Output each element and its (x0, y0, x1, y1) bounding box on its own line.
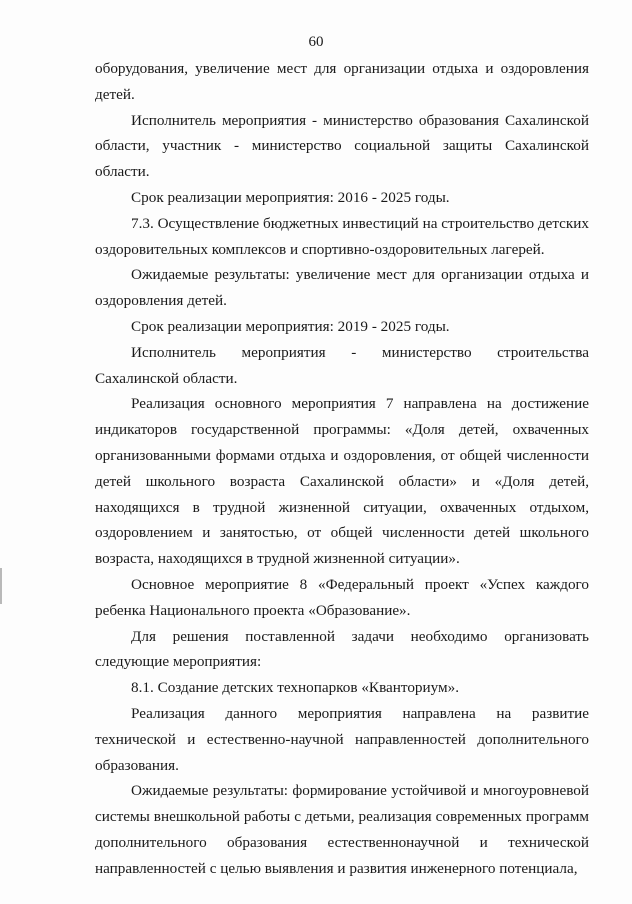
body-text (95, 56, 589, 882)
page-number: 60 (308, 34, 324, 50)
paragraph-11: 8.1. Создание детских технопарков «Кванториум». (131, 679, 460, 697)
paragraph-2: Исполнитель мероприятия - министерство образования Сахалинской области, участник - министерство социальной защиты Сахалинской области. (95, 111, 589, 181)
paragraph-3: Срок реализации мероприятия: 2016 - 2025 годы. (131, 188, 450, 206)
paragraph-1: оборудования, увеличение мест для организации отдыха и оздоровления детей. (95, 60, 589, 103)
paragraph-7: Исполнитель мероприятия - министерство строительства Сахалинской области. (95, 343, 589, 387)
paragraph-5: Ожидаемые результаты: увеличение мест для организации отдыха и оздоровления детей. (95, 266, 589, 310)
paragraph-10: Для решения поставленной задачи необходимо организовать следующие мероприятия: (95, 627, 589, 671)
scan-edge-mark (0, 568, 2, 604)
paragraph-6: Срок реализации мероприятия: 2019 - 2025 годы. (131, 317, 450, 335)
paragraph-9: Основное мероприятие 8 «Федеральный проект «Успех каждого ребенка Национального проекта «Образование». (95, 575, 589, 619)
paragraph-8: Реализация основного мероприятия 7 направлена на достижение индикаторов государственной программы: «Доля детей, охваченных организованными формами отдыха и оздоровления, от общей численности детей школьного возраста Сахалинской области» и «Доля детей, находящихся в трудной жизненной ситуации, охваченных отдыхом, оздоровлением и занятостью, от общей численности детей школьного возраста, находящихся в трудной жизненной ситуации». (95, 395, 589, 568)
paragraph-12: Реализация данного мероприятия направлена на развитие технической и естественно-научной направленностей дополнительного образования. (95, 704, 589, 774)
paragraph-13: Ожидаемые результаты: формирование устойчивой и многоуровневой системы внешкольной работы с детьми, реализация современных программ дополнительного образования естественнонаучной и технической направленностей с целью выявления и развития инженерного потенциала, (95, 782, 589, 877)
paragraph-4: 7.3. Осуществление бюджетных инвестиций на строительство детских оздоровительных комплексов и спортивно-оздоровительных лагерей. (95, 214, 589, 258)
